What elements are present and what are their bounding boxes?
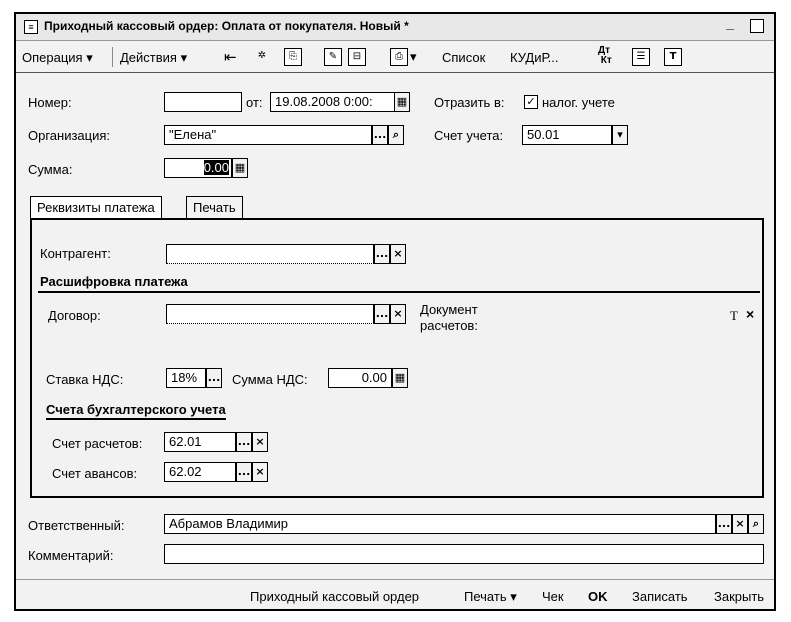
calendar-icon[interactable]: ▦ — [394, 92, 410, 112]
responsible-search-icon[interactable]: ⌕ — [748, 514, 764, 534]
toolbar — [16, 42, 774, 73]
post-document-icon[interactable]: ✎ — [324, 48, 342, 66]
sum-value: 0.00 — [203, 160, 229, 175]
document-label-line2: расчетов: — [420, 318, 478, 333]
vat-sum-input[interactable]: 0.00 — [328, 368, 392, 388]
organization-select-button[interactable]: ... — [372, 125, 388, 145]
responsible-label: Ответственный: — [28, 518, 125, 533]
responsible-select-button[interactable]: ... — [716, 514, 732, 534]
account-dropdown-icon[interactable]: ▾ — [612, 125, 628, 145]
responsible-input[interactable]: Абрамов Владимир — [164, 514, 716, 534]
tab-print[interactable]: Печать — [186, 196, 243, 218]
contract-label: Договор: — [48, 308, 101, 323]
accounts-title: Счета бухгалтерского учета — [46, 402, 226, 420]
comment-label: Комментарий: — [28, 548, 114, 563]
advance-account-input[interactable]: 62.02 — [164, 462, 236, 482]
payment-details-panel — [30, 218, 764, 498]
save-button[interactable]: Записать — [632, 589, 688, 604]
arrow-left-icon[interactable]: ⇤ — [224, 49, 237, 66]
tax-accounting-label: налог. учете — [542, 95, 615, 110]
organization-input[interactable]: "Елена" — [164, 125, 372, 145]
settlement-account-input[interactable]: 62.01 — [164, 432, 236, 452]
counterparty-select-button[interactable]: ... — [374, 244, 390, 264]
number-label: Номер: — [28, 95, 72, 110]
sum-input[interactable] — [164, 158, 232, 178]
advance-account-label: Счет авансов: — [52, 466, 138, 481]
operation-menu[interactable]: Операция ▾ — [22, 50, 93, 65]
counterparty-input[interactable] — [166, 244, 374, 264]
document-clear-icon[interactable]: × — [746, 306, 755, 322]
contract-select-button[interactable]: ... — [374, 304, 390, 324]
breakdown-title: Расшифровка платежа — [40, 274, 188, 289]
breakdown-divider — [38, 291, 760, 293]
settlement-account-label: Счет расчетов: — [52, 436, 143, 451]
vat-rate-label: Ставка НДС: — [46, 372, 124, 387]
actions-label: Действия — [120, 50, 177, 65]
window-title: Приходный кассовый ордер: Оплата от покупателя. Новый * — [44, 19, 409, 33]
advance-account-clear-icon[interactable]: × — [252, 462, 268, 482]
account-input[interactable]: 50.01 — [522, 125, 612, 145]
copy-icon[interactable]: ⎘ — [284, 48, 302, 66]
actions-menu[interactable]: Действия ▾ — [120, 50, 188, 65]
calculator-icon[interactable]: ▦ — [232, 158, 248, 178]
settlement-account-select-button[interactable]: ... — [236, 432, 252, 452]
vat-sum-label: Сумма НДС: — [232, 372, 308, 387]
tax-accounting-checkbox[interactable]: ✓ — [524, 95, 538, 109]
chevron-down-icon[interactable]: ▾ — [410, 49, 417, 64]
advance-account-select-button[interactable]: ... — [236, 462, 252, 482]
settlement-account-clear-icon[interactable]: × — [252, 432, 268, 452]
journal-icon[interactable]: ☰ — [632, 48, 650, 66]
check-button[interactable]: Чек — [542, 589, 564, 604]
pko-print-button[interactable]: Приходный кассовый ордер — [250, 589, 420, 604]
counterparty-clear-icon[interactable]: × — [390, 244, 406, 264]
document-label-line1: Документ — [420, 302, 478, 317]
settlement-document-label — [420, 302, 478, 334]
title-bar — [16, 14, 774, 41]
vat-rate-select-button[interactable]: ... — [206, 368, 222, 388]
reflect-label: Отразить в: — [434, 95, 505, 110]
date-label: от: — [246, 95, 263, 110]
account-label: Счет учета: — [434, 128, 504, 143]
tab-payment-details[interactable]: Реквизиты платежа — [30, 196, 162, 220]
vat-rate-input[interactable]: 18% — [166, 368, 206, 388]
minimize-button[interactable]: _ — [726, 15, 734, 31]
structure-icon[interactable]: T — [664, 48, 682, 66]
based-on-icon[interactable]: ⎙ — [390, 48, 408, 66]
date-input[interactable]: 19.08.2008 0:00: — [270, 92, 396, 112]
responsible-clear-icon[interactable]: × — [732, 514, 748, 534]
contract-input[interactable] — [166, 304, 374, 324]
organization-search-icon[interactable]: ⌕ — [388, 125, 404, 145]
dt-kt-icon[interactable]: Дт Кт — [598, 45, 612, 66]
document-window — [14, 12, 776, 611]
print-menu-button[interactable]: Печать ▾ — [464, 589, 517, 604]
kudir-button[interactable]: КУДиР... — [510, 50, 559, 65]
comment-input[interactable] — [164, 544, 764, 564]
sum-label: Сумма: — [28, 162, 73, 177]
document-icon: ≡ — [24, 20, 38, 34]
ok-button[interactable]: OK — [588, 589, 608, 604]
toolbar-separator — [112, 47, 113, 67]
list-button[interactable]: Список — [442, 50, 486, 65]
new-copy-icon[interactable]: ✲ — [257, 50, 267, 61]
maximize-button[interactable] — [750, 19, 764, 33]
organization-label: Организация: — [28, 128, 111, 143]
type-t-icon[interactable]: T — [730, 308, 738, 323]
footer-divider — [16, 579, 774, 580]
close-button[interactable]: Закрыть — [714, 589, 765, 604]
operation-label: Операция — [22, 50, 83, 65]
counterparty-label: Контрагент: — [40, 246, 111, 261]
vat-calculator-icon[interactable]: ▦ — [392, 368, 408, 388]
print-label: Печать — [464, 589, 507, 604]
number-input[interactable] — [164, 92, 242, 112]
unpost-document-icon[interactable]: ⊟ — [348, 48, 366, 66]
contract-clear-icon[interactable]: × — [390, 304, 406, 324]
